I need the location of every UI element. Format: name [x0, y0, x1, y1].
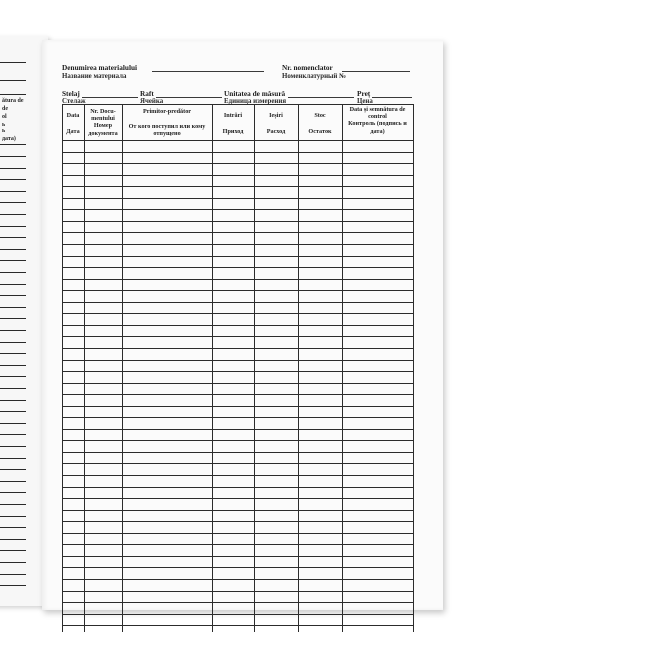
table-row-line	[62, 417, 413, 418]
table-column-divider	[122, 104, 123, 632]
table-row-line	[62, 440, 413, 441]
left-page-line	[0, 80, 26, 81]
table-row-line	[62, 279, 413, 280]
table-row-line	[62, 152, 413, 153]
left-page-text: ь	[2, 122, 6, 128]
left-page-line	[0, 272, 26, 273]
left-page-line	[0, 284, 26, 285]
table-row-line	[62, 487, 413, 488]
raft-field[interactable]	[156, 97, 222, 98]
left-page-line	[0, 179, 26, 180]
inventory-form-page	[42, 40, 443, 610]
table-row-line	[62, 533, 413, 534]
table-row-line	[62, 567, 413, 568]
table-row-line	[62, 544, 413, 545]
material-name-label-ru: Название материала	[62, 73, 127, 80]
left-page-line	[0, 492, 26, 493]
table-column-divider	[254, 104, 255, 632]
left-page-line	[0, 585, 26, 586]
left-page-line	[0, 226, 26, 227]
column-header-date	[62, 112, 84, 135]
column-header-label-ru: Контроль (подпись и дата)	[348, 120, 407, 135]
left-page-line	[0, 434, 26, 435]
column-header-counterparty	[122, 108, 212, 138]
column-header-label-ru: Номер документа	[88, 122, 118, 137]
table-row-line	[62, 625, 413, 626]
price-field[interactable]	[372, 97, 412, 98]
table-row-line	[62, 336, 413, 337]
table-header-divider	[62, 140, 413, 141]
left-page-text: ь	[2, 128, 6, 134]
table-row-line	[62, 209, 413, 210]
left-page-line	[0, 481, 26, 482]
table-row-line	[62, 579, 413, 580]
nomenclator-field[interactable]	[342, 71, 410, 72]
left-page-line	[0, 214, 26, 215]
left-page-line	[0, 144, 26, 145]
raft-label-ru: Ячейка	[140, 98, 164, 105]
left-page-line	[0, 191, 26, 192]
table-row-line	[62, 198, 413, 199]
table-row-line	[62, 290, 413, 291]
column-header-label-ru: Расход	[266, 128, 286, 136]
left-page-line	[0, 550, 26, 551]
left-page-line	[0, 527, 26, 528]
column-header-label: Nr. Docu-mentului	[90, 108, 116, 123]
left-page-line	[0, 168, 26, 169]
material-name-label: Denumirea materialului	[62, 63, 138, 72]
table-row-line	[62, 556, 413, 557]
table-column-divider	[298, 104, 299, 632]
raft-label: Raft	[140, 89, 154, 98]
table-column-divider	[212, 104, 213, 632]
left-page-line	[0, 446, 26, 447]
table-row-line	[62, 221, 413, 222]
table-row-line	[62, 510, 413, 511]
table-row-line	[62, 371, 413, 372]
left-page-line	[0, 423, 26, 424]
left-page-line	[0, 307, 26, 308]
table-row-line	[62, 175, 413, 176]
left-page-text: ătura de	[2, 98, 24, 104]
left-page-line	[0, 330, 26, 331]
column-header-label-ru: Приход	[222, 128, 244, 136]
table-column-divider	[342, 104, 343, 632]
left-page-line	[0, 249, 26, 250]
table-column-divider	[413, 104, 414, 632]
stelaj-label-ru: Стелаж	[62, 98, 86, 105]
price-label: Preț	[357, 89, 371, 98]
left-page-line	[0, 365, 26, 366]
left-page-line	[0, 376, 26, 377]
column-header-document-number	[84, 108, 122, 137]
left-page-line	[0, 574, 26, 575]
left-page-text: дата)	[2, 136, 16, 142]
ledger-table	[62, 104, 413, 632]
table-column-divider	[62, 104, 63, 632]
table-row-line	[62, 163, 413, 164]
left-page-line	[0, 539, 26, 540]
column-header-label: Data și semnătura de control	[349, 106, 406, 121]
table-row-line	[62, 244, 413, 245]
column-header-control	[342, 106, 413, 135]
table-row-line	[62, 429, 413, 430]
table-row-line	[62, 313, 413, 314]
table-top-border	[62, 104, 413, 105]
left-page-line	[0, 388, 26, 389]
nomenclator-label: Nr. nomenclator	[282, 63, 333, 72]
column-header-label-ru: Остаток	[308, 128, 332, 136]
left-page-line	[0, 156, 26, 157]
left-page-text: de	[2, 106, 8, 112]
left-page-line	[0, 504, 26, 505]
left-page-line	[0, 342, 26, 343]
table-row-line	[62, 325, 413, 326]
column-header-issues	[254, 112, 298, 135]
table-row-line	[62, 521, 413, 522]
nomenclator-label-ru: Номенклатурный №	[282, 73, 347, 80]
table-row-line	[62, 267, 413, 268]
left-page-line	[0, 458, 26, 459]
column-header-label: Primitor-predător	[142, 108, 192, 115]
material-name-field[interactable]	[152, 71, 264, 72]
left-page-line	[0, 94, 26, 95]
column-header-label: Data	[66, 112, 80, 119]
left-page-line	[0, 260, 26, 261]
left-page	[0, 36, 48, 606]
table-row-line	[62, 348, 413, 349]
column-header-stock	[298, 112, 342, 135]
table-row-line	[62, 302, 413, 303]
column-header-label: Stoc	[314, 112, 326, 119]
unit-label-ru: Единица измерения	[224, 98, 287, 105]
left-page-line	[0, 237, 26, 238]
table-row-line	[62, 498, 413, 499]
left-page-line	[0, 400, 26, 401]
unit-field[interactable]	[288, 97, 354, 98]
column-header-receipts	[212, 112, 254, 135]
left-page-line	[0, 411, 26, 412]
table-row-line	[62, 360, 413, 361]
table-row-line	[62, 232, 413, 233]
unit-label: Unitatea de măsură	[224, 89, 286, 98]
column-header-label: Intrări	[223, 112, 243, 119]
table-row-line	[62, 602, 413, 603]
table-row-line	[62, 475, 413, 476]
column-header-label-ru: Дата	[66, 128, 80, 136]
stelaj-label: Stelaj	[62, 89, 80, 98]
column-header-label-ru: От кого поступил или кому отпущено	[128, 123, 206, 138]
table-row-line	[62, 463, 413, 464]
left-page-line	[0, 353, 26, 354]
table-row-line	[62, 186, 413, 187]
left-page-line	[0, 562, 26, 563]
table-row-line	[62, 452, 413, 453]
left-page-line	[0, 318, 26, 319]
table-row-line	[62, 591, 413, 592]
table-row-line	[62, 256, 413, 257]
column-header-label: Ieșiri	[269, 112, 283, 119]
table-row-line	[62, 383, 413, 384]
left-page-text: ol	[2, 114, 7, 120]
left-page-line	[0, 62, 26, 63]
table-row-line	[62, 394, 413, 395]
table-column-divider	[84, 104, 85, 632]
left-page-line	[0, 469, 26, 470]
left-page-line	[0, 202, 26, 203]
left-page-line	[0, 516, 26, 517]
left-page-line	[0, 295, 26, 296]
table-row-line	[62, 614, 413, 615]
table-row-line	[62, 406, 413, 407]
price-label-ru: Цена	[357, 98, 373, 105]
stelaj-field[interactable]	[82, 97, 138, 98]
